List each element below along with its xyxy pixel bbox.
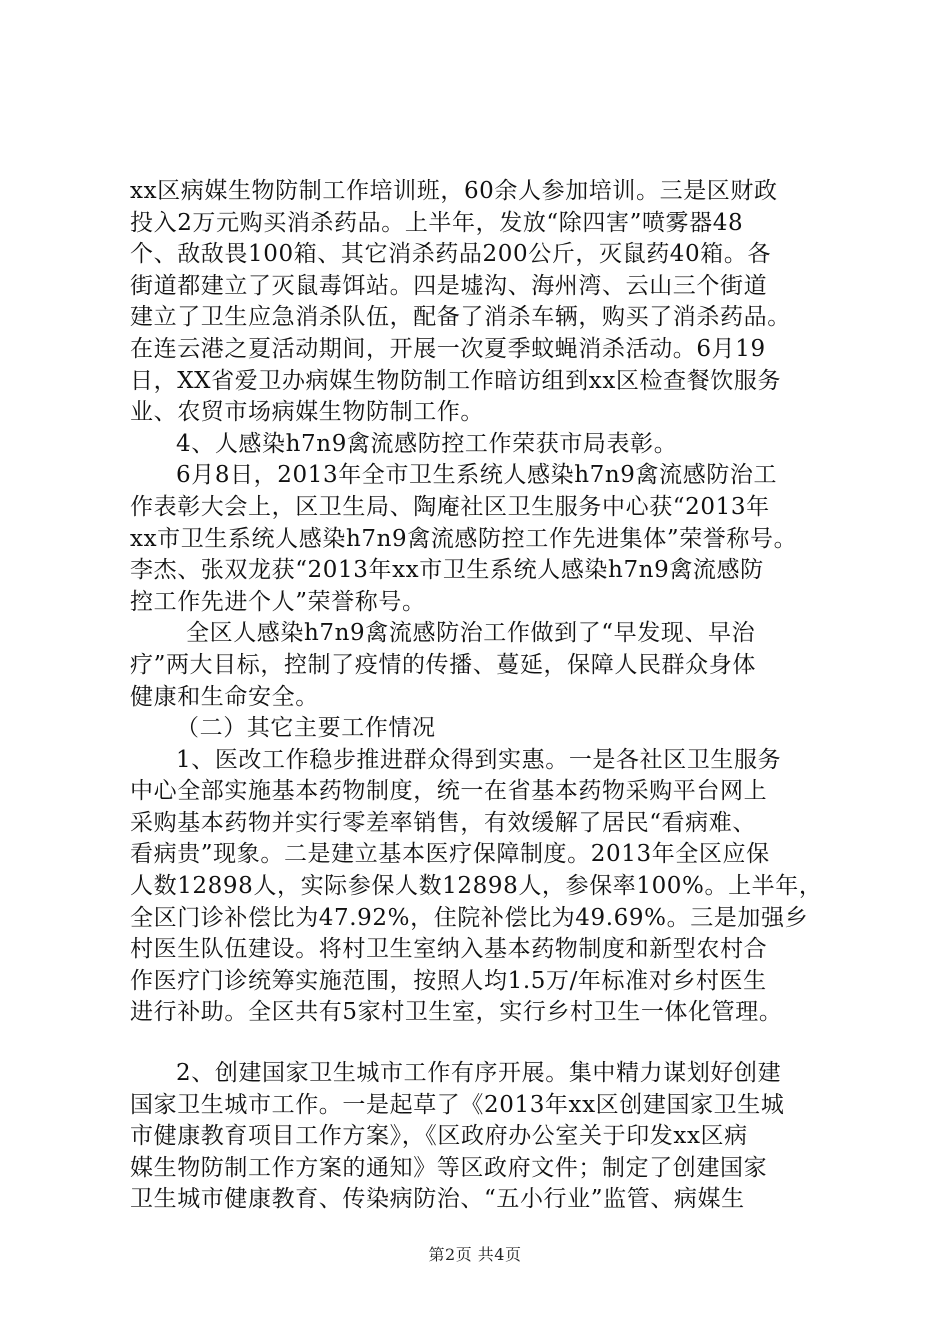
section-heading: 4、人感染h7n9禽流感防控工作荣获市局表彰。 <box>176 430 678 457</box>
text-line: 业、农贸市场病媒生物防制工作。 <box>130 399 484 426</box>
text-line: 建立了卫生应急消杀队伍，配备了消杀车辆，购买了消杀药品。 <box>130 304 791 331</box>
text-line: 作医疗门诊统筹实施范围，按照人均1.5万/年标准对乡村医生 <box>130 967 767 994</box>
text-line: 国家卫生城市工作。一是起草了《2013年xx区创建国家卫生城 <box>130 1091 785 1118</box>
text-line: 作表彰大会上，区卫生局、陶庵社区卫生服务中心获“2013年 <box>130 493 770 520</box>
text-line: 在连云港之夏活动期间，开展一次夏季蚊蝇消杀活动。6月19 <box>130 335 766 362</box>
text-line: 村医生队伍建设。将村卫生室纳入基本药物制度和新型农村合 <box>130 936 768 963</box>
text-line: 看病贵”现象。二是建立基本医疗保障制度。2013年全区应保 <box>130 841 770 868</box>
text-line: 采购基本药物并实行零差率销售，有效缓解了居民“看病难、 <box>130 809 756 836</box>
text-line: 街道都建立了灭鼠毒饵站。四是墟沟、海州湾、云山三个街道 <box>130 272 768 299</box>
text-line: 6月8日，2013年全市卫生系统人感染h7n9禽流感防治工 <box>176 462 778 489</box>
section-heading: （二）其它主要工作情况 <box>176 715 436 742</box>
text-line: xx区病媒生物防制工作培训班，60余人参加培训。三是区财政 <box>130 178 778 204</box>
text-line: 1、医改工作稳步推进群众得到实惠。一是各社区卫生服务 <box>176 746 782 773</box>
page-number: 第2页 共4页 <box>428 1245 522 1264</box>
text-line: 李杰、张双龙获“2013年xx市卫生系统人感染h7n9禽流感防 <box>130 557 764 584</box>
text-line: 人数12898人，实际参保人数12898人，参保率100%。上半年， <box>130 873 823 900</box>
text-line: xx市卫生系统人感染h7n9禽流感防控工作先进集体”荣誉称号。 <box>130 525 798 552</box>
text-line: 中心全部实施基本药物制度，统一在省基本药物采购平台网上 <box>130 778 768 805</box>
text-line: 投入2万元购买消杀药品。上半年，发放“除四害”喷雾器48 <box>130 209 744 236</box>
document-body <box>130 176 850 1216</box>
text-line: 健康和生命安全。 <box>130 683 319 710</box>
text-line: 个、敌敌畏100箱、其它消杀药品200公斤，灭鼠药40箱。各 <box>130 241 772 268</box>
text-line: 2、创建国家卫生城市工作有序开展。集中精力谋划好创建 <box>176 1060 782 1087</box>
text-line: 日，XX省爱卫办病媒生物防制工作暗访组到xx区检查餐饮服务 <box>130 367 782 394</box>
paragraph-gap <box>130 1029 850 1058</box>
text-line: 全区门诊补偿比为47.92%，住院补偿比为49.69%。三是加强乡 <box>130 904 809 931</box>
text-line: 媒生物防制工作方案的通知》等区政府文件；制定了创建国家 <box>130 1154 768 1181</box>
text-line: 进行补助。全区共有5家村卫生室，实行乡村卫生一体化管理。 <box>130 999 783 1026</box>
text-line: 卫生城市健康教育、传染病防治、“五小行业”监管、病媒生 <box>130 1186 745 1213</box>
text-line: 市健康教育项目工作方案》，《区政府办公室关于印发xx区病 <box>130 1123 748 1150</box>
text-line: 疗”两大目标，控制了疫情的传播、蔓延，保障人民群众身体 <box>130 651 756 678</box>
text-line: 全区人感染h7n9禽流感防治工作做到了“早发现、早治 <box>186 620 756 647</box>
text-line: 控工作先进个人”荣誉称号。 <box>130 588 426 615</box>
